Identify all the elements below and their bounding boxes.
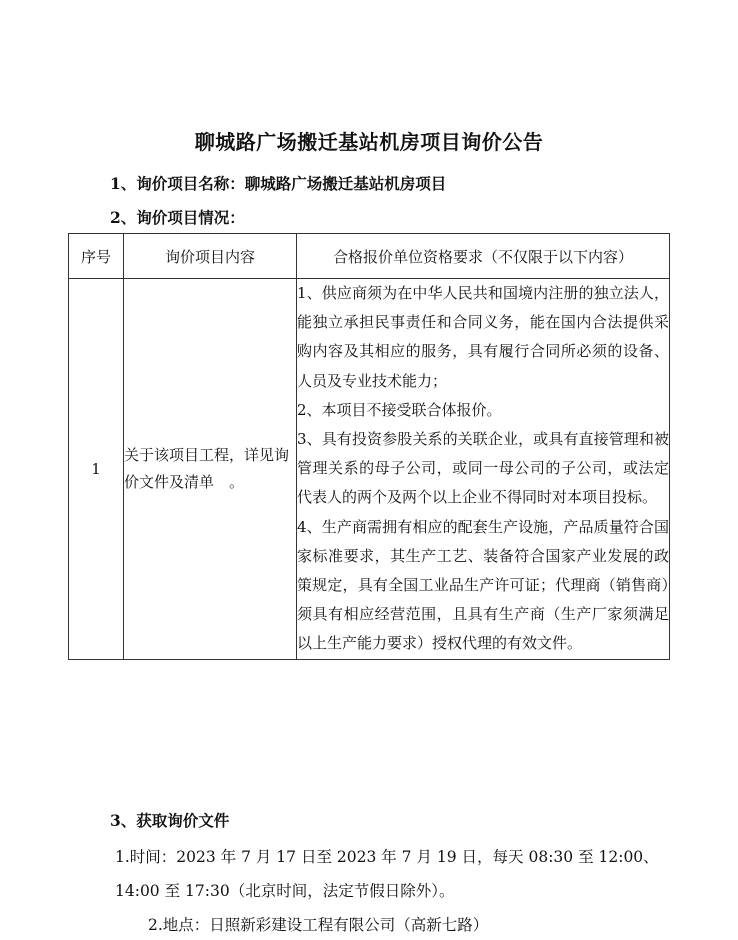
section-1-label: 1、询价项目名称： (110, 174, 245, 193)
page-title: 聊城路广场搬迁基站机房项目询价公告 (194, 130, 544, 154)
requirement-item-4: 4、生产商需拥有相应的配套生产设施，产品质量符合国家标准要求，其生产工艺、装备符合国家产业发展的政策规定，具有全国工业品生产许可证；代理商（销售商）须具有相应经营范围，且具有生产商（生产厂家须满足以上生产能力要求）授权代理的有效文件。 (297, 517, 669, 653)
section-3-heading: 3、获取询价文件 (110, 811, 230, 830)
project-name: 聊城路广场搬迁基站机房项目 (244, 174, 447, 193)
section-2-heading: 2、询价项目情况： (110, 208, 245, 227)
requirement-item-1: 1、供应商须为在中华人民共和国境内注册的独立法人，能独立承担民事责任和合同义务，能在国内合法提供采购内容及其相应的服务，具有履行合同所必须的设备、人员及专业技术能力； (297, 284, 669, 390)
requirements-table (68, 233, 670, 660)
header-requirements: 合格报价单位资格要求（不仅限于以下内容） (297, 234, 670, 279)
requirement-item-2: 2、本项目不接受联合体报价。 (297, 400, 502, 419)
header-no: 序号 (69, 234, 124, 279)
time-line-1: 1.时间：2023 年 7 月 17 日至 2023 年 7 月 19 日，每天 08:30 至 12:00、 (115, 848, 659, 866)
row-number: 1 (69, 279, 124, 660)
header-content: 询价项目内容 (124, 234, 297, 279)
table-header-row (69, 234, 670, 279)
section-1-line (110, 172, 446, 194)
row-content: 关于该项目工程，详见询价文件及清单 。 (124, 279, 297, 660)
place-line: 2.地点：日照新彩建设工程有限公司（高新七路） (148, 916, 489, 934)
time-line-2: 14:00 至 17:30（北京时间，法定节假日除外）。 (115, 882, 455, 900)
table-row (69, 279, 670, 660)
requirement-item-3: 3、具有投资参股关系的关联企业，或具有直接管理和被管理关系的母子公司，或同一母公司的子公司，或法定代表人的两个及两个以上企业不得同时对本项目投标。 (297, 430, 669, 507)
row-requirements (297, 279, 670, 660)
